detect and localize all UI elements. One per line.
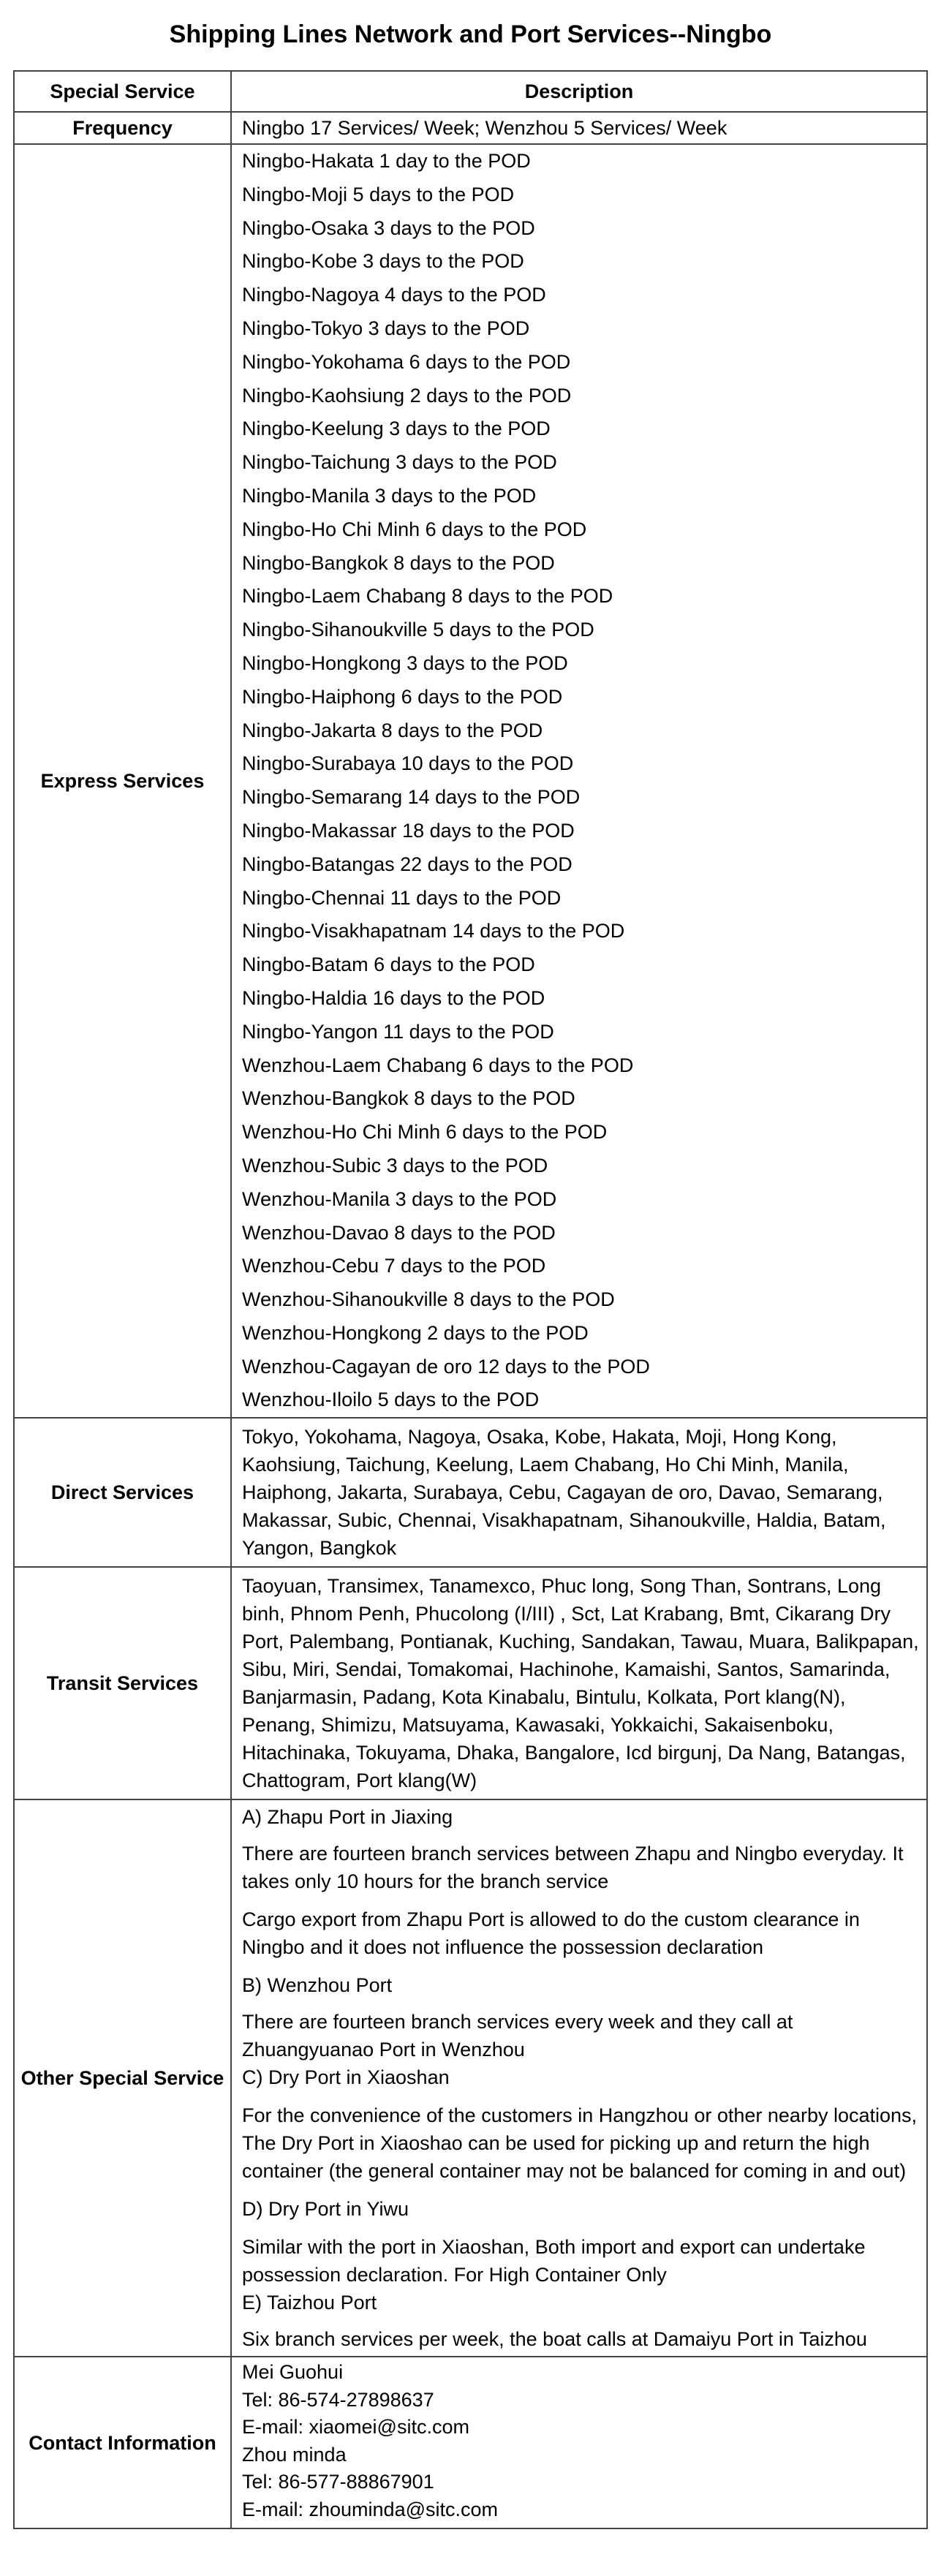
contact-phone: Tel: 86-577-88867901 bbox=[242, 2471, 434, 2493]
express-item: Ningbo-Sihanoukville 5 days to the POD bbox=[242, 619, 594, 641]
direct-services-text: Tokyo, Yokohama, Nagoya, Osaka, Kobe, Hakata, Moji, Hong Kong, Kaohsiung, Taichung, Keelung, Laem Chabang, Ho Chi Minh, Manila, Haiphong, Jakarta, Surabaya, Cebu, Cagayan de oro, Davao, Semarang, Makassar, Subic, Chennai, Visakhapatnam, Sihanoukville, Haldia, Batam, Yangon, Bangkok bbox=[231, 1418, 927, 1567]
express-services-label: Express Services bbox=[14, 144, 231, 1418]
wenzhou-port-title: B) Wenzhou Port bbox=[242, 1974, 393, 1997]
express-item: Ningbo-Chennai 11 days to the POD bbox=[242, 886, 562, 909]
express-item: Ningbo-Moji 5 days to the POD bbox=[242, 183, 515, 205]
express-item: Ningbo-Kobe 3 days to the POD bbox=[242, 250, 524, 273]
express-item: Ningbo-Makassar 18 days to the POD bbox=[242, 819, 575, 842]
frequency-value: Ningbo 17 Services/ Week; Wenzhou 5 Services/ Week bbox=[231, 112, 927, 144]
frequency-label: Frequency bbox=[14, 112, 231, 144]
zhapu-port-paragraph: There are fourteen branch services between Zhapu and Ningbo everyday. It takes only 10 hours for the branch service bbox=[242, 1843, 904, 1893]
taizhou-port-title: E) Taizhou Port bbox=[242, 2292, 377, 2314]
express-item: Ningbo-Batangas 22 days to the POD bbox=[242, 853, 572, 875]
contact-phone: Tel: 86-574-27898637 bbox=[242, 2388, 434, 2411]
express-item: Ningbo-Yokohama 6 days to the POD bbox=[242, 350, 571, 373]
express-item: Ningbo-Taichung 3 days to the POD bbox=[242, 451, 557, 474]
express-item: Wenzhou-Cagayan de oro 12 days to the POD bbox=[242, 1355, 650, 1378]
express-item: Ningbo-Surabaya 10 days to the POD bbox=[242, 752, 574, 775]
yiwu-port-title: D) Dry Port in Yiwu bbox=[242, 2198, 409, 2221]
express-item: Ningbo-Ho Chi Minh 6 days to the POD bbox=[242, 518, 587, 540]
express-item: Wenzhou-Hongkong 2 days to the POD bbox=[242, 1321, 589, 1344]
express-item: Ningbo-Tokyo 3 days to the POD bbox=[242, 317, 530, 339]
header-special-service: Special Service bbox=[14, 71, 231, 112]
express-item: Wenzhou-Sihanoukville 8 days to the POD bbox=[242, 1288, 615, 1311]
row-other-special-service bbox=[14, 1799, 927, 2357]
express-item: Wenzhou-Manila 3 days to the POD bbox=[242, 1187, 557, 1210]
services-table bbox=[13, 70, 928, 2529]
express-item: Wenzhou-Davao 8 days to the POD bbox=[242, 1221, 556, 1244]
row-express-services bbox=[14, 144, 927, 1418]
transit-services-text: Taoyuan, Transimex, Tanamexco, Phuc long, Song Than, Sontrans, Long binh, Phnom Penh, Phucolong (I/III) , Sct, Lat Krabang, Bmt, Cikarang Dry Port, Palembang, Pontianak, Kuching, Sandakan, Tawau, Muara, Balikpapan, Sibu, Miri, Sendai, Tomakomai, Hachinohe, Kamaishi, Santos, Samarinda, Banjarmasin, Padang, Kota Kinabalu, Bintulu, Kolkata, Port klang(N), Penang, Shimizu, Matsuyama, Kawasaki, Yokkaichi, Sakaisenboku, Hitachinaka, Tokuyama, Dhaka, Bangalore, Icd birgunj, Da Nang, Batangas, Chattogram, Port klang(W) bbox=[231, 1567, 927, 1799]
express-item: Ningbo-Laem Chabang 8 days to the POD bbox=[242, 585, 613, 608]
yiwu-port-paragraph: Similar with the port in Xiaoshan, Both import and export can undertake possession declaration. For High Container Only bbox=[242, 2236, 866, 2286]
express-item: Ningbo-Yangon 11 days to the POD bbox=[242, 1020, 554, 1043]
xiaoshan-port-title: C) Dry Port in Xiaoshan bbox=[242, 2066, 450, 2089]
header-description: Description bbox=[231, 71, 927, 112]
express-item: Wenzhou-Laem Chabang 6 days to the POD bbox=[242, 1054, 634, 1076]
contact-email: E-mail: zhouminda@sitc.com bbox=[242, 2498, 499, 2520]
express-item: Ningbo-Hongkong 3 days to the POD bbox=[242, 651, 568, 674]
express-item: Wenzhou-Subic 3 days to the POD bbox=[242, 1154, 548, 1176]
express-item: Wenzhou-Iloilo 5 days to the POD bbox=[242, 1389, 540, 1411]
express-item: Ningbo-Hakata 1 day to the POD bbox=[242, 150, 531, 172]
express-item: Ningbo-Keelung 3 days to the POD bbox=[242, 418, 551, 440]
row-frequency bbox=[14, 112, 927, 144]
contact-information-list bbox=[231, 2357, 927, 2528]
row-direct-services bbox=[14, 1418, 927, 1567]
express-item: Ningbo-Visakhapatnam 14 days to the POD bbox=[242, 920, 625, 943]
row-contact-information bbox=[14, 2357, 927, 2528]
contact-name: Zhou minda bbox=[242, 2443, 347, 2466]
other-special-service-label: Other Special Service bbox=[14, 1799, 231, 2357]
zhapu-port-paragraph: Cargo export from Zhapu Port is allowed to do the custom clearance in Ningbo and it does not influence the possession declaration bbox=[242, 1908, 860, 1959]
contact-information-label: Contact Information bbox=[14, 2357, 231, 2528]
transit-services-label: Transit Services bbox=[14, 1567, 231, 1799]
express-item: Ningbo-Osaka 3 days to the POD bbox=[242, 216, 535, 239]
express-item: Ningbo-Haiphong 6 days to the POD bbox=[242, 685, 563, 708]
express-item: Ningbo-Jakarta 8 days to the POD bbox=[242, 719, 543, 741]
contact-email: E-mail: xiaomei@sitc.com bbox=[242, 2416, 469, 2439]
express-item: Wenzhou-Ho Chi Minh 6 days to the POD bbox=[242, 1121, 608, 1144]
express-item: Ningbo-Manila 3 days to the POD bbox=[242, 484, 537, 507]
express-item: Ningbo-Bangkok 8 days to the POD bbox=[242, 551, 555, 574]
express-item: Ningbo-Kaohsiung 2 days to the POD bbox=[242, 384, 572, 407]
other-special-service-text bbox=[231, 1799, 927, 2357]
direct-services-label: Direct Services bbox=[14, 1418, 231, 1567]
taizhou-port-paragraph: Six branch services per week, the boat calls at Damaiyu Port in Taizhou bbox=[242, 2328, 867, 2351]
express-item: Ningbo-Batam 6 days to the POD bbox=[242, 953, 535, 976]
express-services-list bbox=[231, 144, 927, 1418]
express-item: Wenzhou-Cebu 7 days to the POD bbox=[242, 1255, 546, 1277]
express-item: Ningbo-Semarang 14 days to the POD bbox=[242, 786, 581, 809]
express-item: Wenzhou-Bangkok 8 days to the POD bbox=[242, 1087, 575, 1110]
express-item: Ningbo-Haldia 16 days to the POD bbox=[242, 986, 545, 1009]
table-header-row bbox=[14, 71, 927, 112]
xiaoshan-port-paragraph: For the convenience of the customers in Hangzhou or other nearby locations, The Dry Port in Xiaoshao can be used for picking up and return the high container (the general container may not be balanced for coming in and out) bbox=[242, 2104, 918, 2183]
express-item: Ningbo-Nagoya 4 days to the POD bbox=[242, 284, 546, 306]
wenzhou-port-paragraph: There are fourteen branch services every week and they call at Zhuangyuanao Port in Wenzhou bbox=[242, 2011, 793, 2061]
page-title: Shipping Lines Network and Port Services--Ningbo bbox=[169, 20, 772, 48]
contact-name: Mei Guohui bbox=[242, 2361, 344, 2384]
row-transit-services bbox=[14, 1567, 927, 1799]
zhapu-port-title: A) Zhapu Port in Jiaxing bbox=[242, 1806, 453, 1829]
